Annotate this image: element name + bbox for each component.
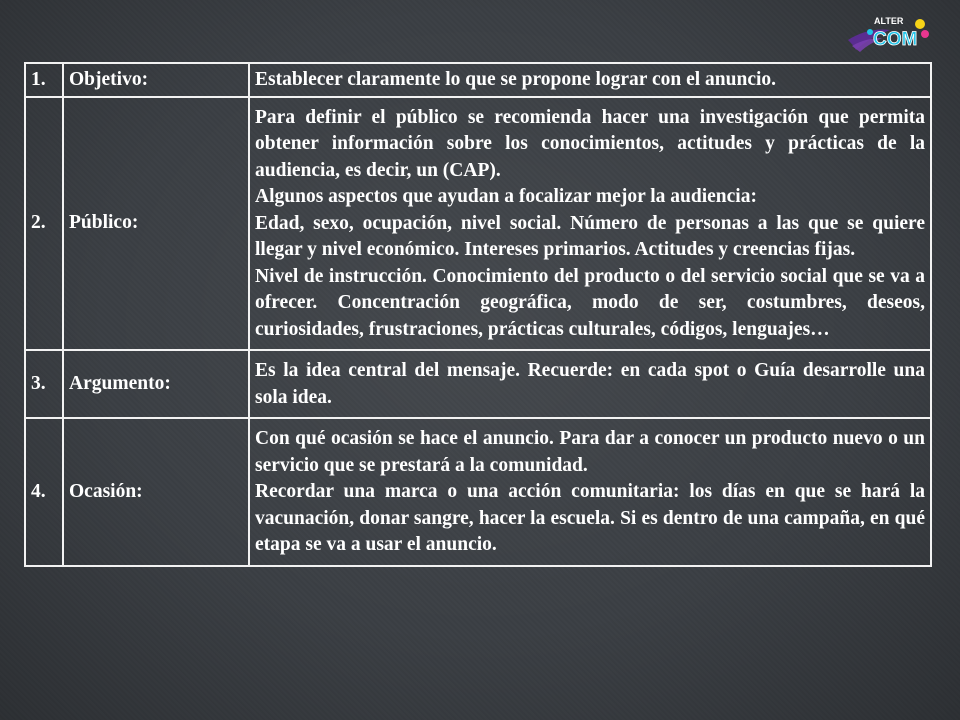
description-paragraph: Edad, sexo, ocupación, nivel social. Número de personas a las que se quiere llegar y nivel económico. Intereses primarios. Actitudes y creencias fijas. (255, 212, 925, 260)
description-paragraph: Con qué ocasión se hace el anuncio. Para dar a conocer un producto nuevo o un servicio que se prestará a la comunidad. (255, 428, 925, 476)
logo-text-top: ALTER (874, 16, 904, 26)
row-description (249, 350, 931, 418)
row-label: Argumento: (63, 350, 249, 418)
row-number: 4. (25, 418, 63, 566)
logo-graphic (846, 10, 930, 58)
logo-dot-pink (921, 30, 929, 38)
table-row (25, 63, 931, 97)
table-row (25, 350, 931, 418)
description-paragraph: Es la idea central del mensaje. Recuerde: en cada spot o Guía desarrolle una sola idea. (255, 360, 925, 408)
row-description (249, 63, 931, 97)
row-description (249, 418, 931, 566)
description-paragraph: Algunos aspectos que ayudan a focalizar mejor la audiencia: (255, 186, 757, 207)
table-row (25, 97, 931, 351)
row-description (249, 97, 931, 351)
row-number: 3. (25, 350, 63, 418)
description-paragraph: Recordar una marca o una acción comunitaria: los días en que se hará la vacunación, donar sangre, hacer la escuela. Si es dentro de una campaña, en qué etapa se va a usar el anuncio. (255, 481, 925, 555)
row-number: 1. (25, 63, 63, 97)
description-paragraph: Para definir el público se recomienda hacer una investigación que permita obtener información sobre los conocimientos, actitudes y prácticas de la audiencia, es decir, un (CAP). (255, 106, 925, 181)
description-paragraph: Nivel de instrucción. Conocimiento del producto o del servicio social que se va a ofrecer. Concentración geográfica, modo de ser, costumbres, deseos, curiosidades, frustraciones, prácticas culturales, códigos, lenguajes… (255, 265, 925, 340)
row-label: Público: (63, 97, 249, 351)
row-number: 2. (25, 97, 63, 351)
row-label: Ocasión: (63, 418, 249, 566)
row-label: Objetivo: (63, 63, 249, 97)
altercom-logo (846, 10, 930, 58)
content-table (24, 62, 932, 567)
logo-dot-yellow (915, 19, 925, 29)
description-paragraph: Establecer claramente lo que se propone lograr con el anuncio. (255, 69, 777, 90)
table-row (25, 418, 931, 566)
logo-text-main: COM (873, 29, 918, 50)
